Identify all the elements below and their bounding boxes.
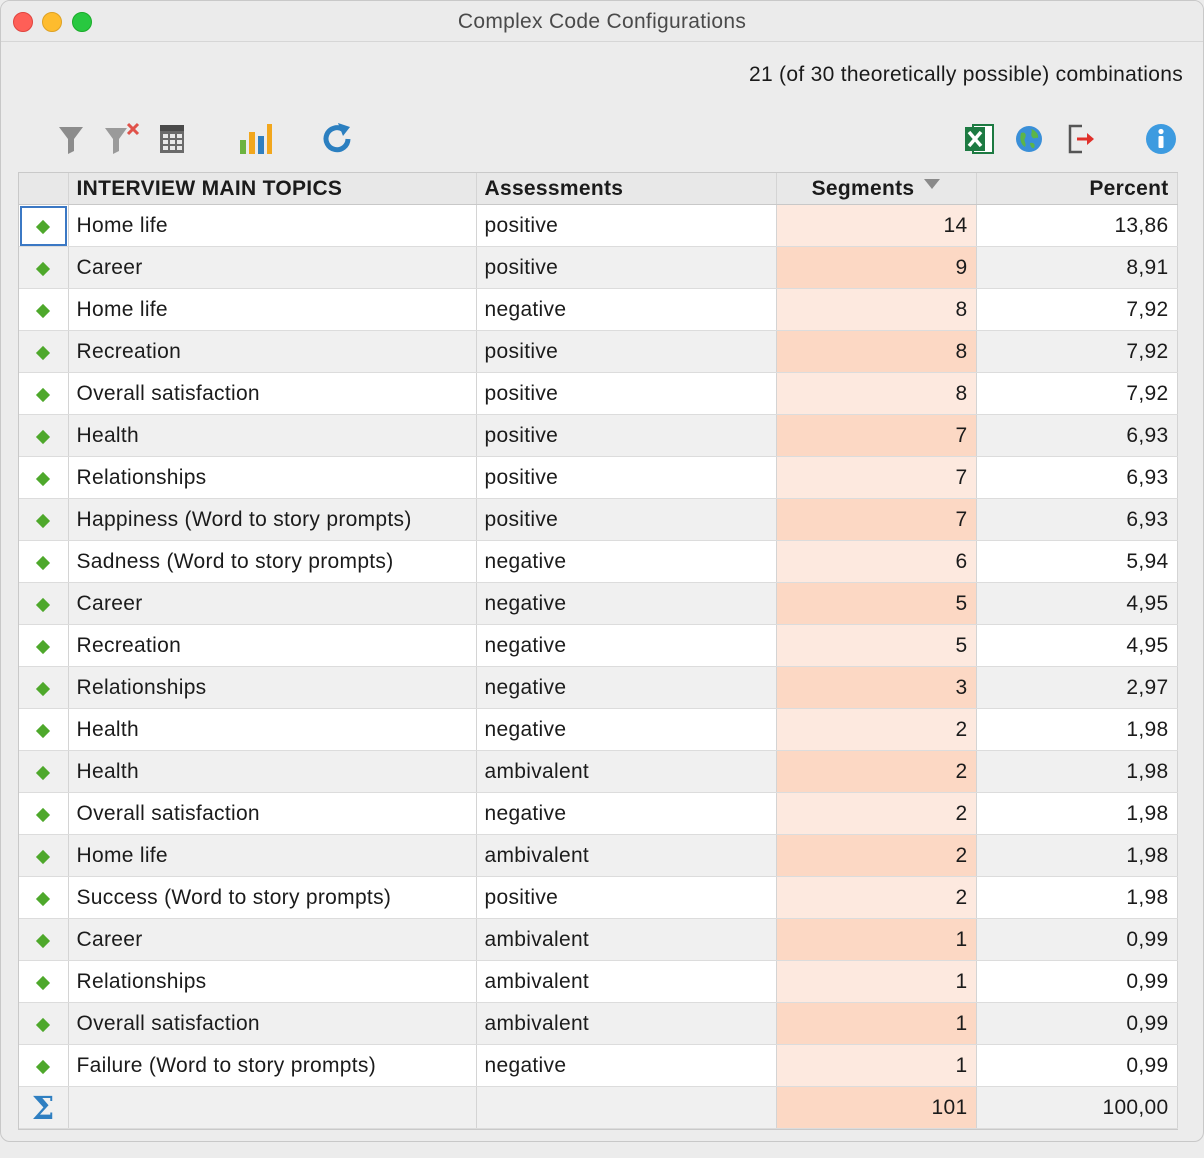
diamond-icon (36, 597, 50, 611)
topic-cell: Health (68, 751, 476, 793)
assessment-cell: negative (476, 541, 776, 583)
segments-cell: 7 (776, 415, 976, 457)
segments-cell: 7 (776, 457, 976, 499)
diamond-icon (36, 303, 50, 317)
assessment-cell: negative (476, 709, 776, 751)
assessment-cell: negative (476, 625, 776, 667)
assessment-cell: positive (476, 205, 776, 247)
segments-cell: 1 (776, 1045, 976, 1087)
title-bar (1, 1, 1203, 42)
diamond-icon (36, 1059, 50, 1073)
table-row[interactable] (19, 1045, 1177, 1087)
topic-cell: Overall satisfaction (68, 373, 476, 415)
table-row[interactable] (19, 499, 1177, 541)
topic-cell: Health (68, 415, 476, 457)
sigma-icon: Σ (19, 1087, 68, 1129)
percent-cell: 0,99 (976, 961, 1177, 1003)
diamond-icon (36, 387, 50, 401)
topic-cell: Home life (68, 835, 476, 877)
table-row[interactable] (19, 919, 1177, 961)
topic-cell: Career (68, 919, 476, 961)
table-row[interactable] (19, 751, 1177, 793)
diamond-icon (36, 639, 50, 653)
segments-cell: 3 (776, 667, 976, 709)
clear-filter-icon[interactable] (102, 119, 142, 159)
header-marker (19, 173, 68, 205)
segments-cell: 5 (776, 625, 976, 667)
row-marker[interactable] (19, 667, 68, 709)
percent-cell: 7,92 (976, 331, 1177, 373)
row-marker[interactable] (19, 499, 68, 541)
segments-cell: 1 (776, 919, 976, 961)
percent-cell: 6,93 (976, 457, 1177, 499)
total-segments-cell: 101 (776, 1087, 976, 1129)
segments-cell: 6 (776, 541, 976, 583)
table-row[interactable] (19, 877, 1177, 919)
topic-cell: Health (68, 709, 476, 751)
topic-cell: Career (68, 583, 476, 625)
percent-cell: 1,98 (976, 751, 1177, 793)
table-header-row (19, 173, 1177, 205)
diamond-icon (36, 849, 50, 863)
percent-cell: 5,94 (976, 541, 1177, 583)
assessment-cell: ambivalent (476, 961, 776, 1003)
diamond-icon (36, 261, 50, 275)
segments-cell: 2 (776, 877, 976, 919)
assessment-cell: negative (476, 793, 776, 835)
percent-cell: 6,93 (976, 499, 1177, 541)
topic-cell: Recreation (68, 625, 476, 667)
row-marker[interactable] (19, 457, 68, 499)
diamond-icon (36, 513, 50, 527)
excel-export-icon[interactable] (959, 119, 999, 159)
diamond-icon (36, 555, 50, 569)
diamond-icon (36, 975, 50, 989)
assessment-cell: positive (476, 331, 776, 373)
row-marker[interactable] (19, 709, 68, 751)
percent-cell: 1,98 (976, 709, 1177, 751)
assessment-cell: ambivalent (476, 1003, 776, 1045)
row-marker[interactable] (19, 625, 68, 667)
row-marker[interactable] (19, 919, 68, 961)
segments-cell: 7 (776, 499, 976, 541)
table-row[interactable] (19, 541, 1177, 583)
percent-cell: 8,91 (976, 247, 1177, 289)
row-marker[interactable] (19, 1045, 68, 1087)
assessment-cell: positive (476, 415, 776, 457)
row-marker[interactable] (19, 961, 68, 1003)
topic-cell: Overall satisfaction (68, 793, 476, 835)
sort-descending-icon (924, 179, 940, 189)
topic-cell: Relationships (68, 961, 476, 1003)
percent-cell: 1,98 (976, 835, 1177, 877)
table-row[interactable] (19, 457, 1177, 499)
totals-assessment-cell (476, 1087, 776, 1129)
row-marker[interactable] (19, 331, 68, 373)
row-marker[interactable] (19, 793, 68, 835)
table-row[interactable] (19, 247, 1177, 289)
table-row[interactable] (19, 625, 1177, 667)
table-row[interactable] (19, 373, 1177, 415)
topic-cell: Recreation (68, 331, 476, 373)
assessment-cell: positive (476, 877, 776, 919)
table-row[interactable] (19, 331, 1177, 373)
segments-cell: 2 (776, 751, 976, 793)
header-segments-label: Segments (811, 176, 915, 200)
percent-cell: 0,99 (976, 919, 1177, 961)
table-row[interactable] (19, 709, 1177, 751)
percent-cell: 6,93 (976, 415, 1177, 457)
table-row[interactable] (19, 961, 1177, 1003)
table-row[interactable] (19, 667, 1177, 709)
table-row[interactable] (19, 583, 1177, 625)
bar-chart-icon[interactable] (235, 119, 275, 159)
segments-cell: 1 (776, 961, 976, 1003)
window-title: Complex Code Configurations (457, 10, 747, 33)
header-assessments[interactable]: Assessments (476, 173, 776, 205)
header-segments[interactable] (776, 173, 976, 205)
assessment-cell: negative (476, 1045, 776, 1087)
topic-cell: Failure (Word to story prompts) (68, 1045, 476, 1087)
assessment-cell: positive (476, 457, 776, 499)
web-export-icon[interactable] (1009, 119, 1049, 159)
segments-cell: 2 (776, 709, 976, 751)
segments-cell: 8 (776, 289, 976, 331)
percent-cell: 4,95 (976, 583, 1177, 625)
row-marker[interactable] (19, 541, 68, 583)
diamond-icon (36, 471, 50, 485)
assessment-cell: negative (476, 667, 776, 709)
segments-cell: 8 (776, 373, 976, 415)
topic-cell: Relationships (68, 667, 476, 709)
diamond-icon (36, 345, 50, 359)
row-marker[interactable] (19, 205, 68, 247)
percent-cell: 2,97 (976, 667, 1177, 709)
header-percent[interactable]: Percent (976, 173, 1177, 205)
diamond-icon (36, 765, 50, 779)
table-row[interactable] (19, 793, 1177, 835)
topic-cell: Overall satisfaction (68, 1003, 476, 1045)
combinations-summary: 21 (of 30 theoretically possible) combinations (748, 63, 1183, 86)
info-icon[interactable] (1141, 119, 1181, 159)
row-marker[interactable] (19, 415, 68, 457)
topic-cell: Happiness (Word to story prompts) (68, 499, 476, 541)
diamond-icon (36, 1017, 50, 1031)
percent-cell: 13,86 (976, 205, 1177, 247)
assessment-cell: positive (476, 247, 776, 289)
refresh-icon[interactable] (317, 119, 357, 159)
assessment-cell: ambivalent (476, 835, 776, 877)
percent-cell: 7,92 (976, 289, 1177, 331)
assessment-cell: ambivalent (476, 751, 776, 793)
row-marker[interactable] (19, 583, 68, 625)
diamond-icon (36, 681, 50, 695)
topic-cell: Success (Word to story prompts) (68, 877, 476, 919)
row-marker[interactable] (19, 751, 68, 793)
configurations-table (18, 172, 1178, 1130)
topic-cell: Career (68, 247, 476, 289)
export-icon[interactable] (1062, 119, 1102, 159)
table-row[interactable] (19, 835, 1177, 877)
segments-cell: 2 (776, 835, 976, 877)
diamond-icon (36, 933, 50, 947)
diamond-icon (36, 891, 50, 905)
table-row[interactable] (19, 415, 1177, 457)
topic-cell: Sadness (Word to story prompts) (68, 541, 476, 583)
table-row[interactable] (19, 205, 1177, 247)
table-row[interactable] (19, 1003, 1177, 1045)
table-icon[interactable] (152, 119, 192, 159)
diamond-icon (36, 723, 50, 737)
percent-cell: 7,92 (976, 373, 1177, 415)
segments-cell: 5 (776, 583, 976, 625)
segments-cell: 1 (776, 1003, 976, 1045)
row-marker[interactable] (19, 877, 68, 919)
header-topics[interactable]: INTERVIEW MAIN TOPICS (68, 173, 476, 205)
topic-cell: Relationships (68, 457, 476, 499)
totals-topic-cell (68, 1087, 476, 1129)
percent-cell: 0,99 (976, 1003, 1177, 1045)
assessment-cell: ambivalent (476, 919, 776, 961)
topic-cell: Home life (68, 289, 476, 331)
percent-cell: 1,98 (976, 793, 1177, 835)
row-marker[interactable] (19, 835, 68, 877)
assessment-cell: negative (476, 289, 776, 331)
diamond-icon (36, 429, 50, 443)
segments-cell: 8 (776, 331, 976, 373)
row-marker[interactable] (19, 373, 68, 415)
diamond-icon (36, 219, 50, 233)
segments-cell: 14 (776, 205, 976, 247)
percent-cell: 0,99 (976, 1045, 1177, 1087)
segments-cell: 9 (776, 247, 976, 289)
total-percent-cell: 100,00 (976, 1087, 1177, 1129)
assessment-cell: negative (476, 583, 776, 625)
percent-cell: 4,95 (976, 625, 1177, 667)
assessment-cell: positive (476, 499, 776, 541)
row-marker[interactable] (19, 289, 68, 331)
row-marker[interactable] (19, 247, 68, 289)
percent-cell: 1,98 (976, 877, 1177, 919)
assessment-cell: positive (476, 373, 776, 415)
row-marker[interactable] (19, 1003, 68, 1045)
totals-row (19, 1087, 1177, 1129)
segments-cell: 2 (776, 793, 976, 835)
topic-cell: Home life (68, 205, 476, 247)
table-row[interactable] (19, 289, 1177, 331)
diamond-icon (36, 807, 50, 821)
filter-icon[interactable] (51, 119, 91, 159)
